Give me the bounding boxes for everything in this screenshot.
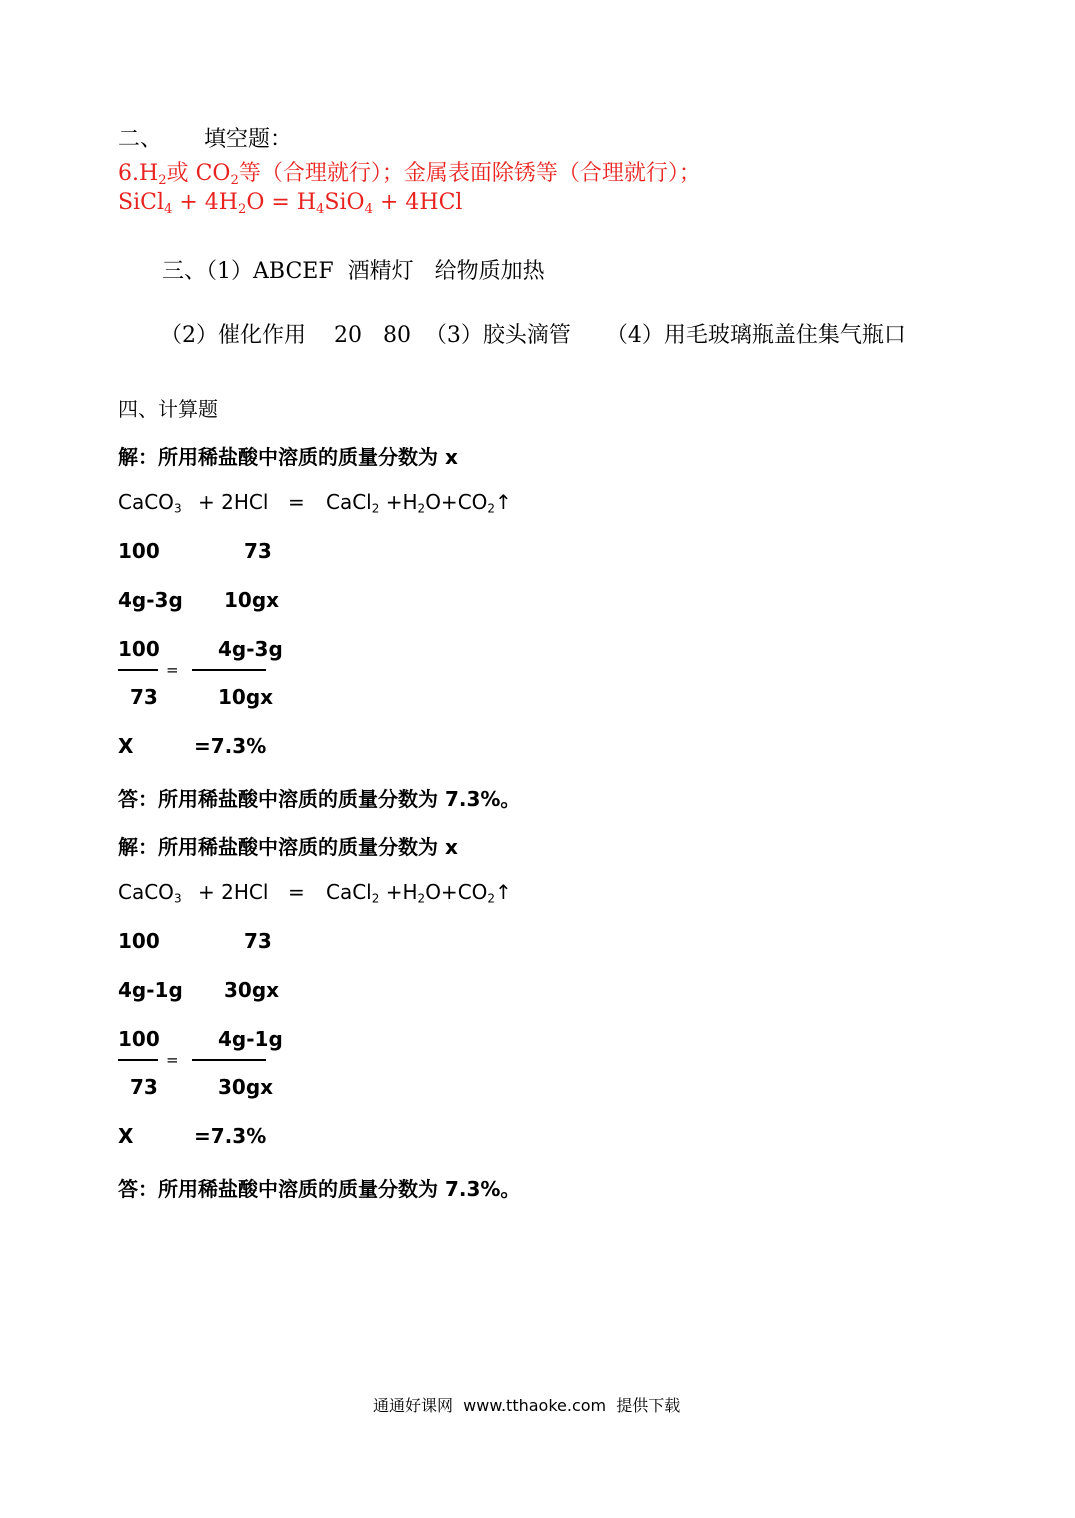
q6-or-co2: 或 CO — [166, 161, 231, 186]
eq2-caco-sub: 3 — [173, 891, 182, 906]
solution1-eq-equals: = — [288, 490, 305, 514]
section3-line1: 三、（1）ABCEF 酒精灯 给物质加热 — [162, 259, 545, 284]
section4-heading: 四、计算题 — [118, 397, 218, 421]
eq2-caco: CaCO — [118, 880, 174, 904]
solution2-equation — [118, 880, 182, 904]
solution2-frac-left-bar — [118, 1059, 158, 1061]
solution2-frac-equals: = — [166, 1051, 179, 1069]
eq-mid2: O = H — [246, 190, 317, 215]
solution1-frac-left-bar — [118, 669, 158, 671]
eq2-h-sub: 2 — [417, 891, 426, 906]
eq-h4-sub: 4 — [316, 201, 325, 217]
section2-heading-number: 二、 — [118, 127, 163, 152]
eq-h2o-sub: 2 — [237, 201, 247, 217]
eq1-cacl: CaCl — [326, 490, 372, 514]
eq1-oco: O+CO — [425, 490, 488, 514]
sicl4-equation — [118, 190, 462, 215]
solution2-x-label: X — [118, 1124, 134, 1148]
q6-answer-line — [118, 156, 701, 187]
up-arrow-icon: ↑ — [495, 880, 512, 904]
q6-h2-sub: 2 — [158, 172, 167, 188]
solution2-answer: 答：所用稀盐酸中溶质的质量分数为 7.3%。 — [118, 1177, 521, 1201]
q6-co2-sub: 2 — [230, 172, 239, 188]
q6-number: 6. — [118, 161, 139, 186]
solution2-mass-b: 73 — [244, 929, 272, 953]
eq1-co2-sub: 2 — [487, 501, 496, 516]
solution2-frac-left-den: 73 — [130, 1075, 158, 1099]
solution2-mass-a: 100 — [118, 929, 160, 953]
solution1-mass-a: 100 — [118, 539, 160, 563]
solution2-frac-right-num: 4g-1g — [218, 1027, 283, 1051]
solution2-eq-hcl: + 2HCl — [198, 880, 269, 904]
eq-o4-sub: 4 — [364, 201, 373, 217]
solution2-given-b: 30gx — [224, 978, 280, 1002]
solution1-frac-left-num: 100 — [118, 637, 160, 661]
solution1-x-value: =7.3% — [194, 734, 267, 758]
page-footer: 通通好课网 www.tthaoke.com 提供下载 — [373, 1396, 681, 1415]
solution1-mass-b: 73 — [244, 539, 272, 563]
eq2-cacl: CaCl — [326, 880, 372, 904]
solution2-frac-right-bar — [192, 1059, 266, 1061]
solution1-frac-right-bar — [192, 669, 266, 671]
eq-sicl: SiCl — [118, 190, 164, 215]
solution2-intro: 解：所用稀盐酸中溶质的质量分数为 x — [118, 835, 458, 859]
solution2-frac-left-num: 100 — [118, 1027, 160, 1051]
up-arrow-icon: ↑ — [495, 490, 512, 514]
eq-sicl-sub: 4 — [163, 201, 173, 217]
eq1-h-sub: 2 — [417, 501, 426, 516]
section2-heading-title: 填空题： — [204, 127, 293, 152]
solution1-eq-products — [326, 490, 512, 514]
solution1-frac-right-den: 10gx — [218, 685, 274, 709]
solution1-frac-right-num: 4g-3g — [218, 637, 283, 661]
eq-end: + 4HCl — [372, 190, 463, 215]
solution1-equation — [118, 490, 182, 514]
eq1-cacl-sub: 2 — [371, 501, 380, 516]
solution1-given-a: 4g-3g — [118, 588, 183, 612]
solution1-eq-hcl: + 2HCl — [198, 490, 269, 514]
eq1-caco-sub: 3 — [173, 501, 182, 516]
eq1-caco: CaCO — [118, 490, 174, 514]
solution2-eq-equals: = — [288, 880, 305, 904]
solution1-given-b: 10gx — [224, 588, 280, 612]
eq1-h: +H — [379, 490, 418, 514]
solution2-given-a: 4g-1g — [118, 978, 183, 1002]
solution2-eq-products — [326, 880, 512, 904]
section3-line2: （2）催化作用 20 80 （3）胶头滴管 （4）用毛玻璃瓶盖住集气瓶口 — [160, 323, 906, 348]
solution1-answer: 答：所用稀盐酸中溶质的质量分数为 7.3%。 — [118, 787, 521, 811]
eq-mid3: SiO — [324, 190, 365, 215]
solution1-frac-equals: = — [166, 661, 179, 679]
solution1-frac-left-den: 73 — [130, 685, 158, 709]
eq2-co2-sub: 2 — [487, 891, 496, 906]
q6-h2: H — [139, 161, 159, 186]
solution2-x-value: =7.3% — [194, 1124, 267, 1148]
solution1-intro: 解：所用稀盐酸中溶质的质量分数为 x — [118, 445, 458, 469]
eq2-oco: O+CO — [425, 880, 488, 904]
eq-mid1: + 4H — [172, 190, 238, 215]
eq2-h: +H — [379, 880, 418, 904]
solution1-x-label: X — [118, 734, 134, 758]
section2-heading — [118, 122, 292, 153]
q6-rest: 等（合理就行）；金属表面除锈等（合理就行）； — [238, 161, 701, 186]
solution2-frac-right-den: 30gx — [218, 1075, 274, 1099]
eq2-cacl-sub: 2 — [371, 891, 380, 906]
